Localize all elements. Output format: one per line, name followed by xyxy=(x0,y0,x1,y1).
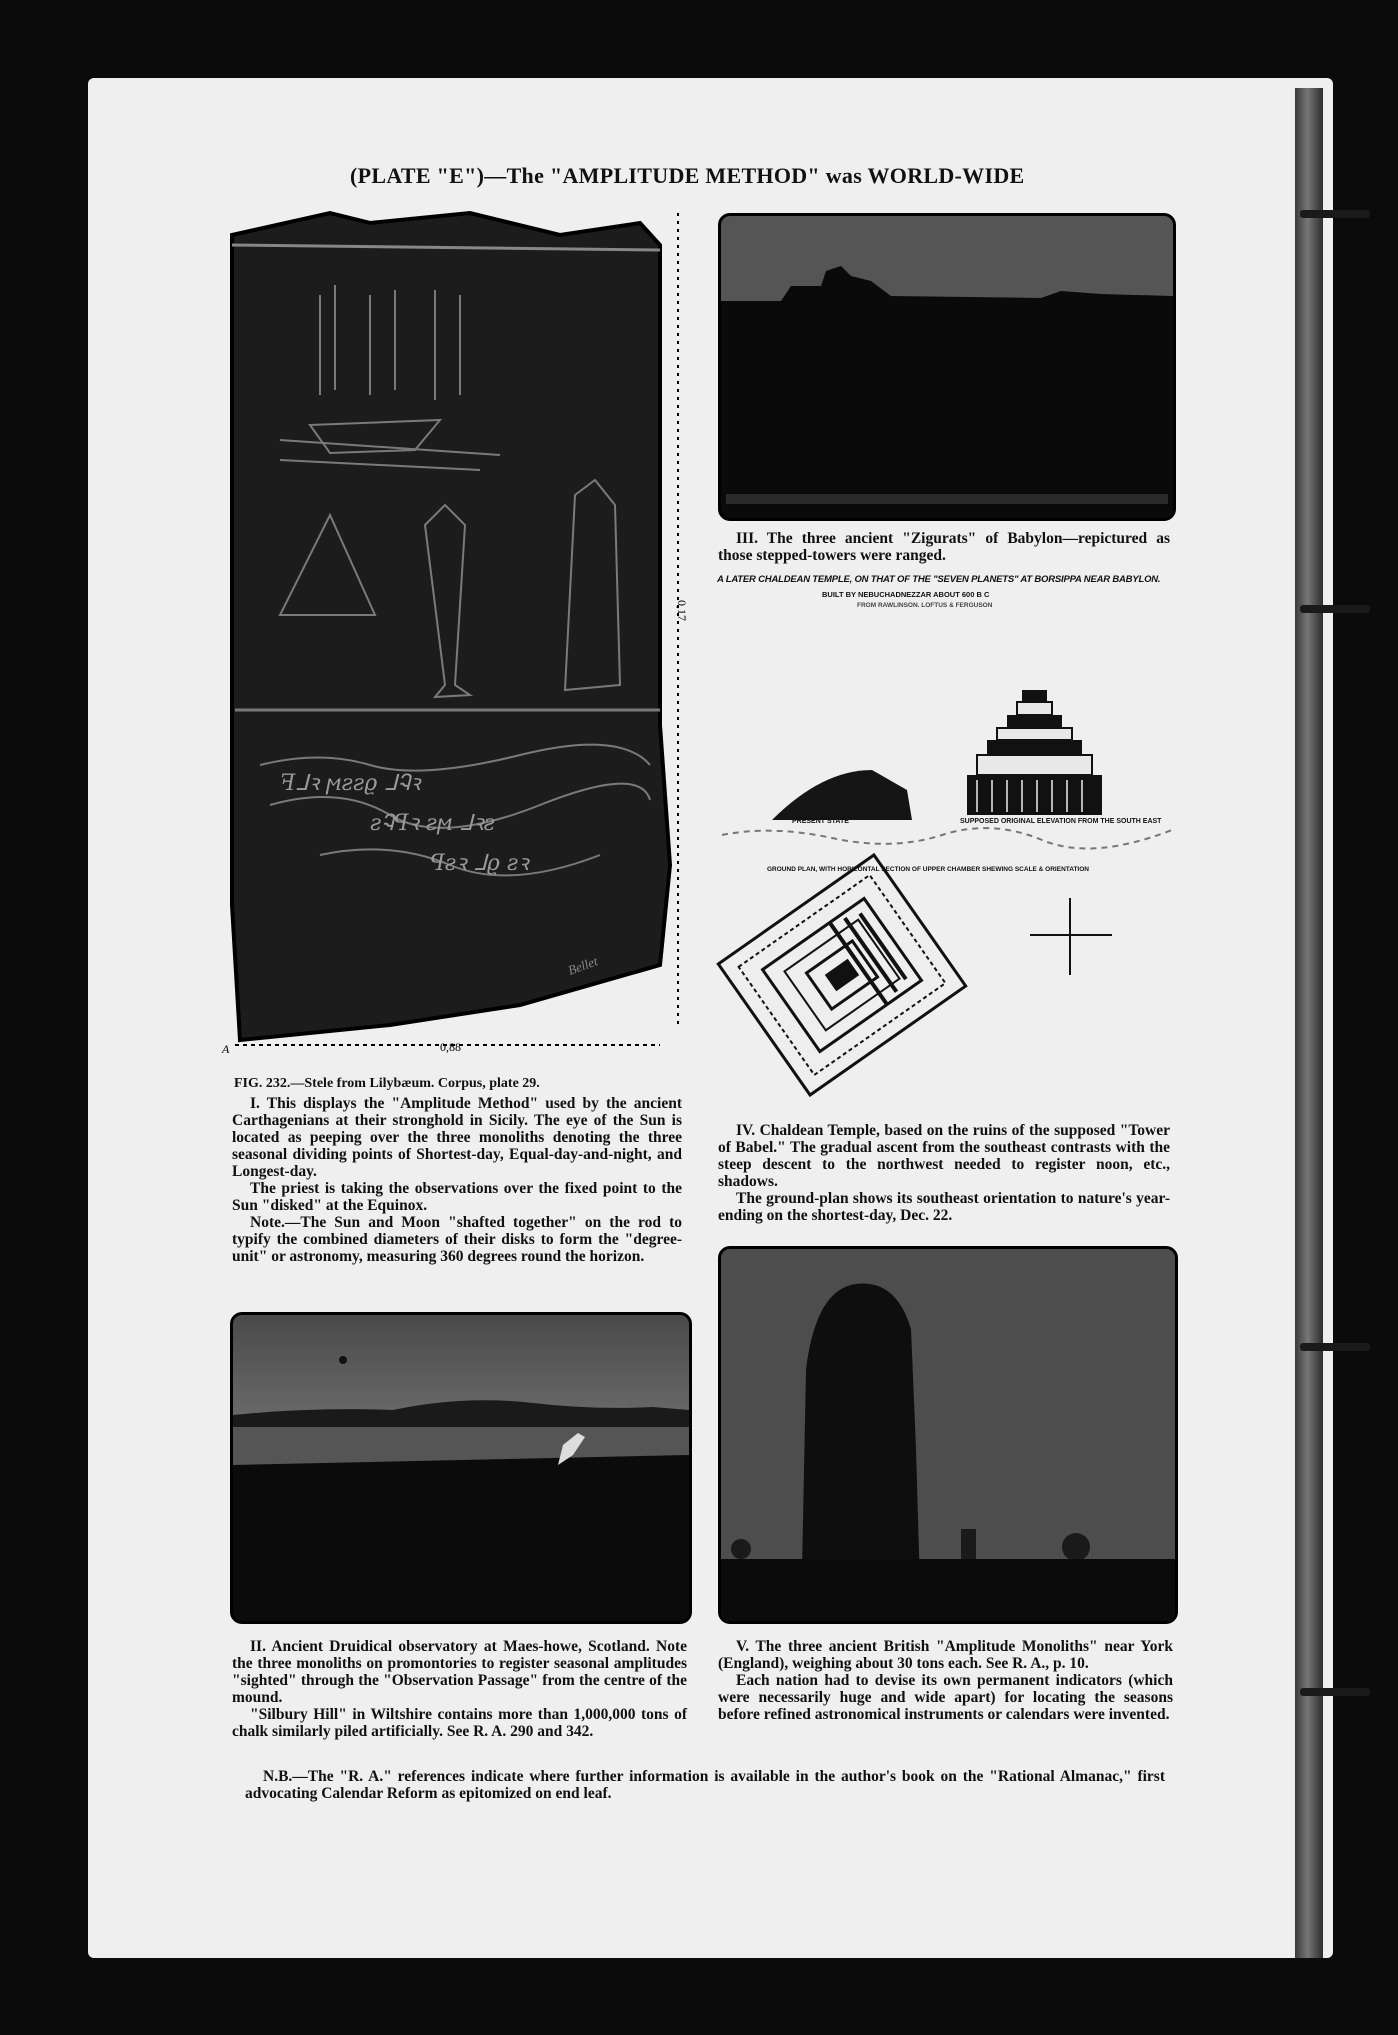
temple-header: A LATER CHALDEAN TEMPLE, ON THAT OF THE "SEVEN PLANETS" AT BORSIPPA NEAR BABYLON. xyxy=(717,574,1161,585)
svg-text:ꙅᎸꟼꝛ ꙅϻ ᒧꝛꙅ: ꙅᎸꟼꝛ ꙅϻ ᒧꝛꙅ xyxy=(370,811,495,836)
caption-paragraph: III. The three ancient "Zigurats" of Babylon—repictured as those stepped-towers were ranged. xyxy=(718,530,1170,564)
svg-text:ꟼꙅꝛ ᒧϱ ꙅꝛ: ꟼꙅꝛ ᒧϱ ꙅꝛ xyxy=(430,851,529,876)
binding-band xyxy=(1300,210,1370,218)
temple-label-supposed: SUPPOSED ORIGINAL ELEVATION FROM THE SOUTH EAST xyxy=(960,818,1162,825)
footnote-text: N.B.—The "R. A." references indicate where further information is available in the author's book on the "Rational Almanac," first advocating Calendar Reform as epitomized on end leaf. xyxy=(245,1768,1165,1802)
caption-paragraph: IV. Chaldean Temple, based on the ruins of the supposed "Tower of Babel." The gradual ascent from the southeast contrasts with the steep descent to the northwest needed to register noon, etc., shadows. xyxy=(718,1122,1170,1190)
binding-band xyxy=(1300,605,1370,613)
fig-caption: FIG. 232.—Stele from Lilybæum. Corpus, plate 29. xyxy=(234,1076,540,1091)
temple-drawing xyxy=(712,570,1182,1110)
temple-label-present: PRESENT STATE xyxy=(792,818,849,825)
stele-dimension-left: A xyxy=(222,1042,230,1056)
caption-paragraph: I. This displays the "Amplitude Method" used by the ancient Carthagenians at their stronghold in Sicily. The eye of the Sun is located as peeping over the three monoliths denoting the three seasonal dividing points of Shortest-day, Equal-day-and-night, and Longest-day. xyxy=(232,1095,682,1180)
stele-caption xyxy=(232,1095,682,1265)
zigurats-caption xyxy=(718,530,1170,564)
temple-header: BUILT BY NEBUCHADNEZZAR ABOUT 600 B C xyxy=(822,590,990,599)
maeshowe-photo xyxy=(230,1312,692,1624)
caption-paragraph: Note.—The Sun and Moon "shafted together" on the rod to typify the combined diameters of their disks to form the "degree-unit" or astronomy, measuring 360 degrees round the horizon. xyxy=(232,1214,682,1265)
caption-paragraph: The ground-plan shows its southeast orientation to nature's year-ending on the shortest-day, Dec. 22. xyxy=(718,1190,1170,1224)
maeshowe-caption xyxy=(232,1638,687,1740)
plate-title: (PLATE "E")—The "AMPLITUDE METHOD" was WORLD-WIDE xyxy=(350,163,1025,188)
temple-label-ground: GROUND PLAN, WITH HORIZONTAL SECTION OF UPPER CHAMBER SHEWING SCALE & ORIENTATION xyxy=(767,866,1089,873)
monoliths-photo xyxy=(718,1246,1178,1624)
stele-illustration xyxy=(220,205,690,1060)
binding-band xyxy=(1300,1688,1370,1696)
zigurats-photo xyxy=(718,213,1176,521)
footnote xyxy=(245,1768,1165,1802)
caption-paragraph: II. Ancient Druidical observatory at Maes-howe, Scotland. Note the three monoliths on promontories to register seasonal amplitudes "sighted" through the "Observation Passage" from the centre of the mound. xyxy=(232,1638,687,1706)
svg-text:ꟻᒧꝛ ϻꙅꙅϱ ᒧᎸꝛ: ꟻᒧꝛ ϻꙅꙅϱ ᒧᎸꝛ xyxy=(280,771,421,796)
stele-dimension-height: 0,17 xyxy=(675,600,689,621)
book-spine xyxy=(1295,88,1323,1958)
caption-paragraph: V. The three ancient British "Amplitude Monoliths" near York (England), weighing about 30 tons each. See R. A., p. 10. xyxy=(718,1638,1173,1672)
caption-paragraph: Each nation had to devise its own permanent indicators (which were necessarily huge and wide apart) for locating the seasons before refined astronomical instruments or calendars were invented. xyxy=(718,1672,1173,1723)
artist-signature: Bellet xyxy=(565,953,600,978)
temple-header: FROM RAWLINSON. LOFTUS & FERGUSON xyxy=(857,602,993,609)
temple-caption xyxy=(718,1122,1170,1224)
monoliths-caption xyxy=(718,1638,1173,1723)
stele-dimension-width: 0,88 xyxy=(440,1040,461,1054)
caption-paragraph: The priest is taking the observations over the fixed point to the Sun "disked" at the Equinox. xyxy=(232,1180,682,1214)
caption-paragraph: "Silbury Hill" in Wiltshire contains more than 1,000,000 tons of chalk similarly piled artificially. See R. A. 290 and 342. xyxy=(232,1706,687,1740)
binding-band xyxy=(1300,1343,1370,1351)
